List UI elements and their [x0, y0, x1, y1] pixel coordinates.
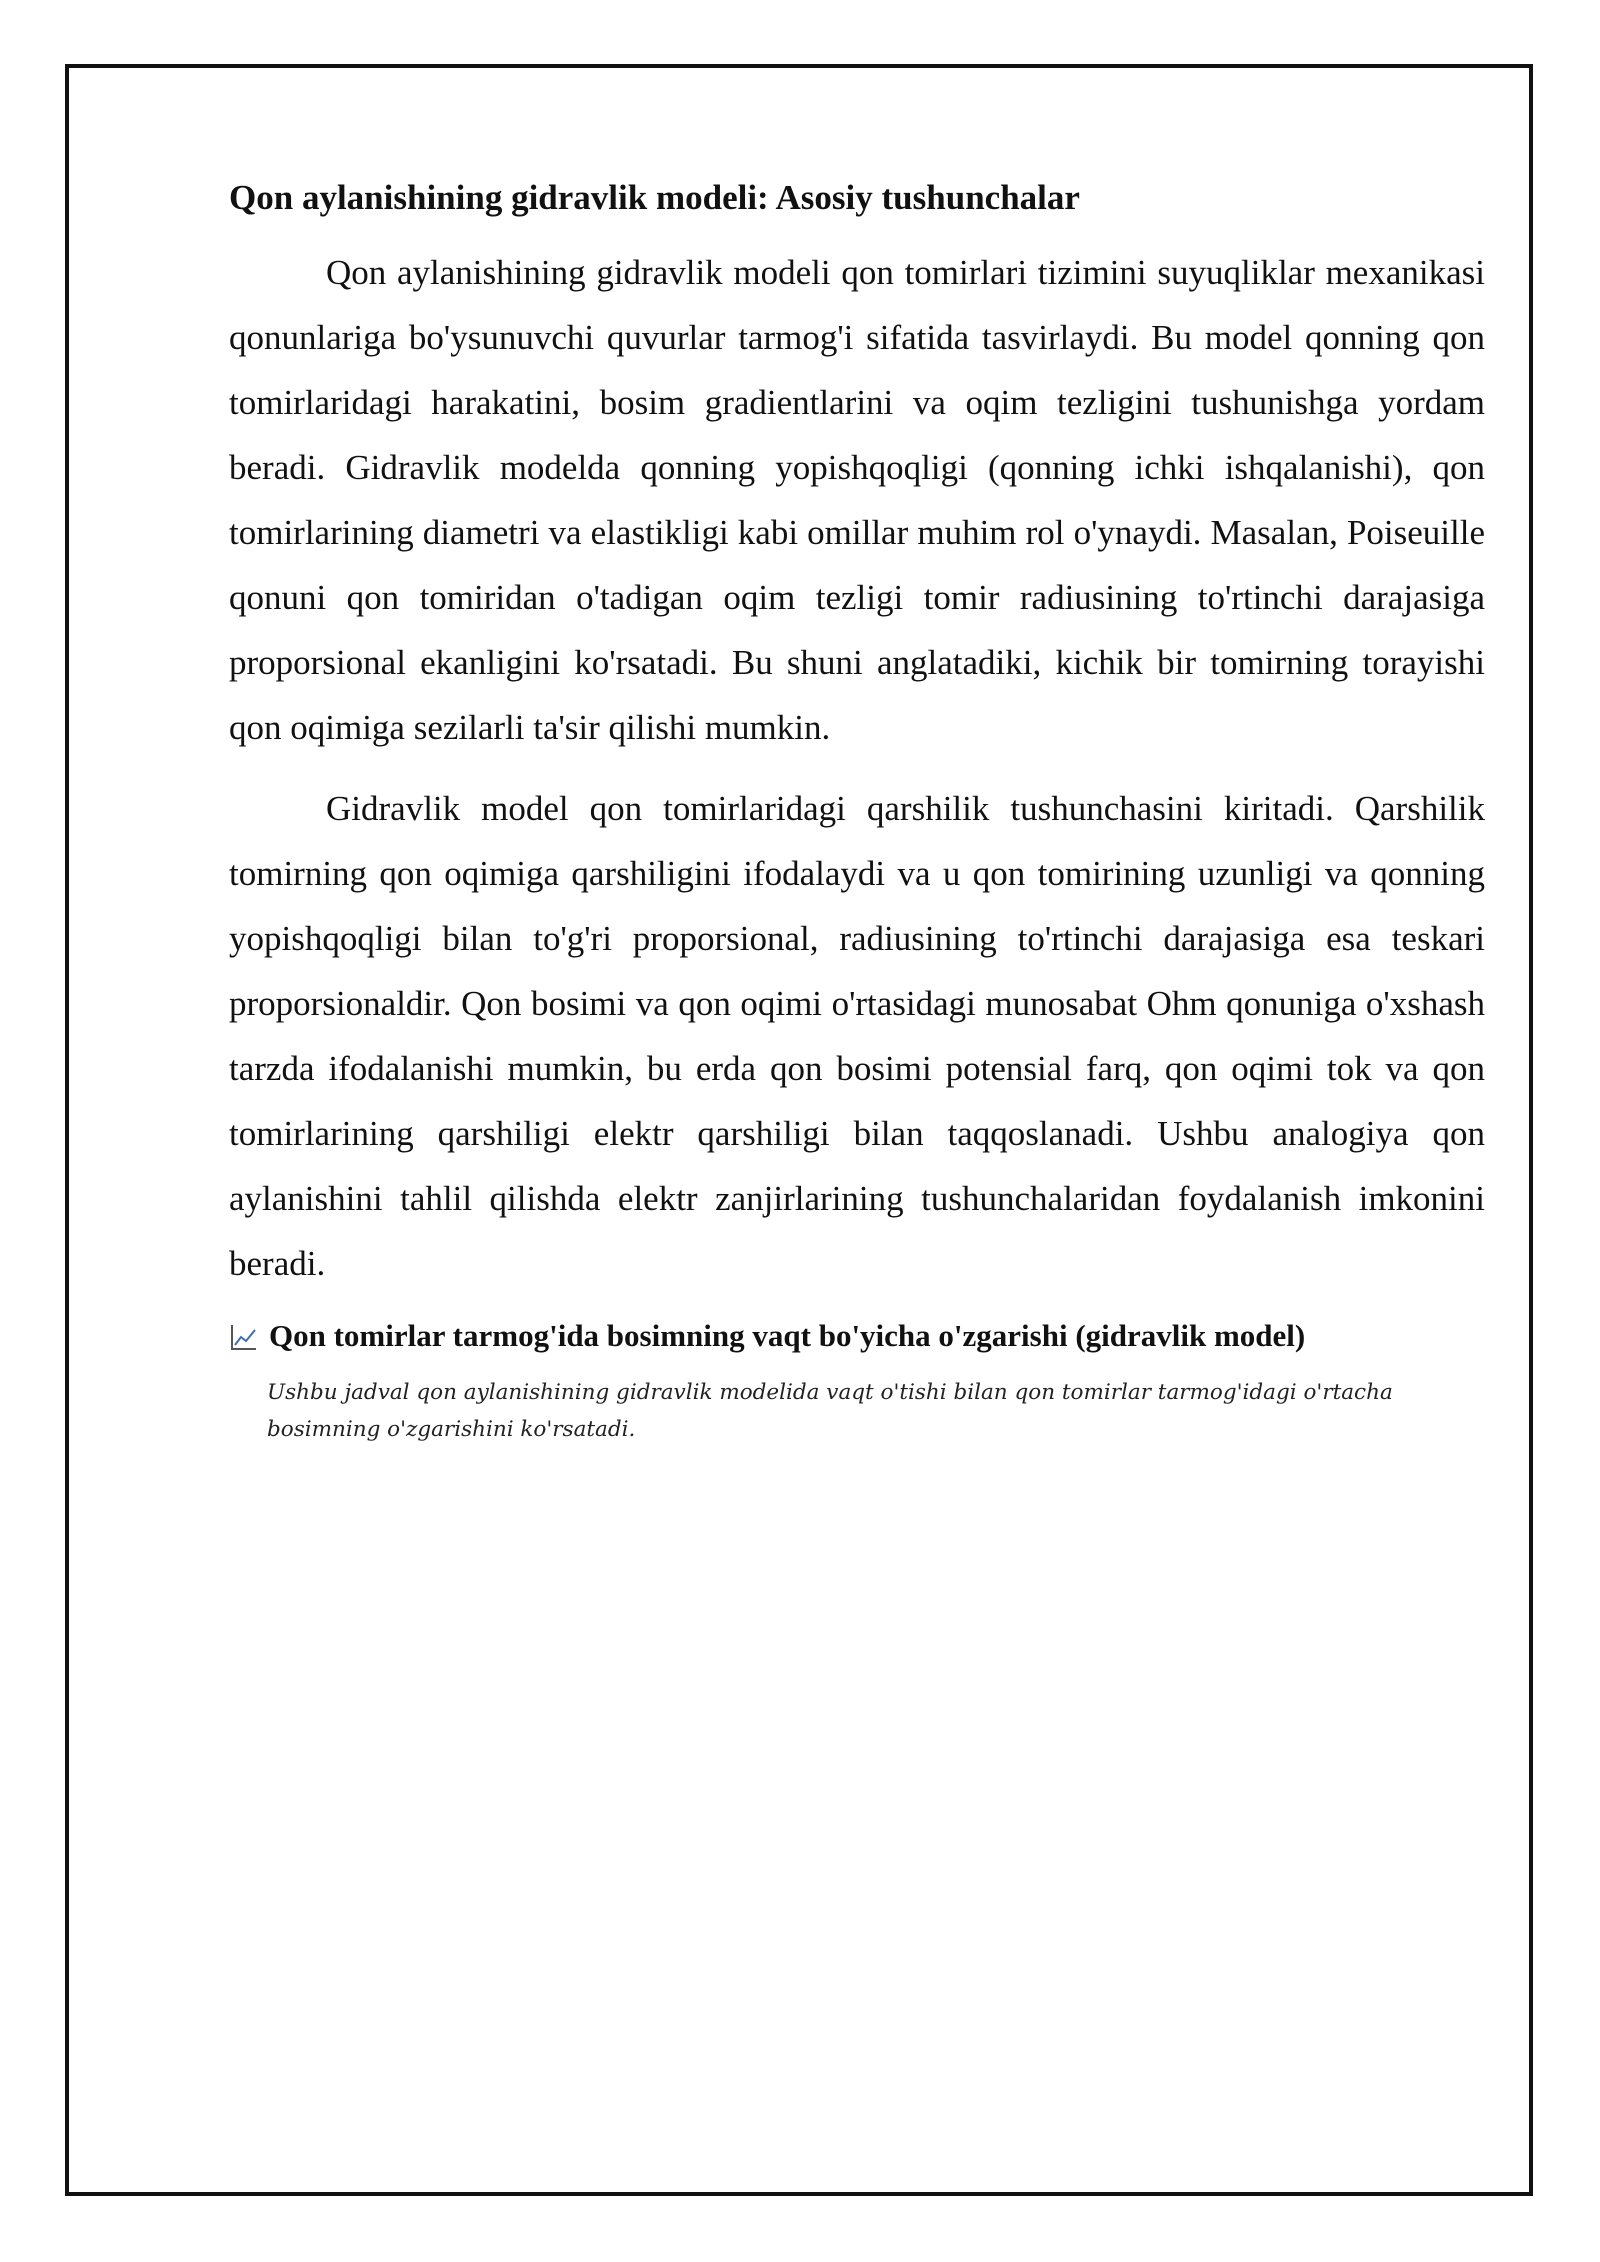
figure-title: Qon tomirlar tarmog'ida bosimning vaqt bo'yicha o'zgarishi (gidravlik model)	[269, 1318, 1306, 1353]
section-title: Qon aylanishining gidravlik modeli: Asosiy tushunchalar	[229, 178, 1080, 217]
body-paragraph-1: Qon aylanishining gidravlik modeli qon tomirlari tizimini suyuqliklar mexanikasi qonunlariga bo'ysunuvchi quvurlar tarmog'i sifatida tasvirlaydi. Bu model qonning qon tomirlaridagi harakatini, bosim gradientlarini va oqim tezligini tushunishga yordam beradi. Gidravlik modelda qonning yopishqoqligi (qonning ichki ishqalanishi), qon tomirlarining diametri va elastikligi kabi omillar muhim rol o'ynaydi. Masalan, Poiseuille qonuni qon tomiridan o'tadigan oqim tezligi tomir radiusining to'rtinchi darajasiga proporsional ekanligini ko'rsatadi. Bu shuni anglatadiki, kichik bir tomirning torayishi qon oqimiga sezilarli ta'sir qilishi mumkin.	[229, 253, 1485, 747]
figure-title-row	[229, 1312, 1485, 1360]
line-chart-icon	[229, 1322, 259, 1352]
figure-caption: Ushbu jadval qon aylanishining gidravlik modelida vaqt o'tishi bilan qon tomirlar tarmog'idagi o'rtacha bosimning o'zgarishini ko'rsatadi.	[267, 1380, 1393, 1442]
document-content	[229, 168, 1485, 1448]
body-paragraph-2: Gidravlik model qon tomirlaridagi qarshilik tushunchasini kiritadi. Qarshilik tomirning qon oqimiga qarshiligini ifodalaydi va u qon tomirining uzunligi va qonning yopishqoqligi bilan to'g'ri proporsional, radiusining to'rtinchi darajasiga esa teskari proporsionaldir. Qon bosimi va qon oqimi o'rtasidagi munosabat Ohm qonuniga o'xshash tarzda ifodalanishi mumkin, bu erda qon bosimi potensial farq, qon oqimi tok va qon tomirlarining qarshiligi elektr qarshiligi bilan taqqoslanadi. Ushbu analogiya qon aylanishini tahlil qilishda elektr zanjirlarining tushunchalaridan foydalanish imkonini beradi.	[229, 789, 1485, 1283]
figure-block	[229, 1312, 1485, 1448]
